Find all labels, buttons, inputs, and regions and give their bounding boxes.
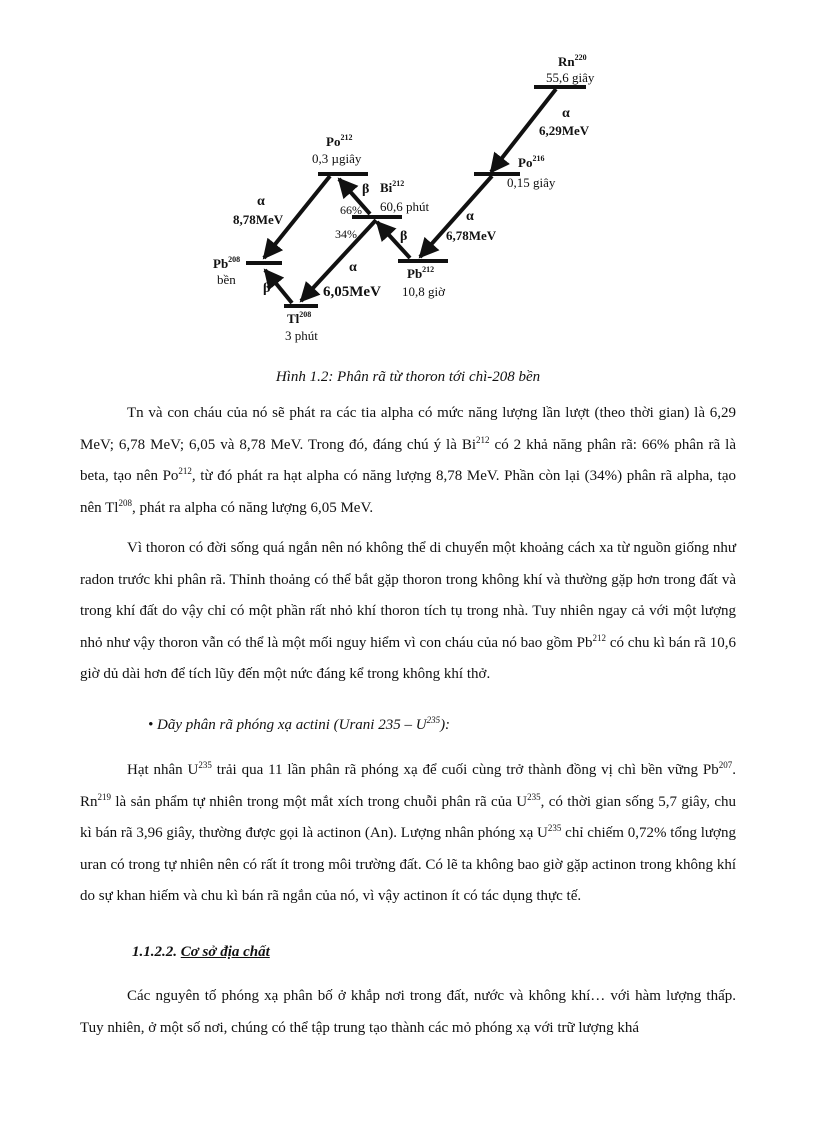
halflife-po216: 0,15 giây <box>507 175 556 190</box>
nuclide-tl208: Tl$^{208}$ <box>287 310 312 326</box>
figure-caption: Hình 1.2: Phân rã từ thoron tới chì-208 bền <box>275 369 541 385</box>
mode-po216-pb212: α <box>466 209 474 224</box>
mode-po212-pb208: α <box>257 194 265 209</box>
body-text-upper <box>80 398 736 691</box>
paragraph-uranium-235: Hạt nhân $U^{235}$ trải qua 11 lần phân rã phóng xạ để cuối cùng trở thành đồng vị chì bền vững Pb$^{207}$. Rn$^{219}$ là sản phẩm tự nhiên trong một mắt xích trong chuỗi phân rã của $U^{235}$, có thời gian sống 5,7 giây, chu kì bán rã 3,96 giây, thường được gọi là actinon (An). Lượng nhân phóng xạ $U^{235}$ chỉ chiếm 0,72% tổng lượng uran có trong tự nhiên nên có rất ít trong môi trường đất. Có lẽ ta không bao giờ gặp actinon trong không khí do sự khan hiếm và chu kì bán rã ngắn của nó, vì vậy actinon ít có tác dụng thực tế. <box>80 760 736 904</box>
section-heading: 1.1.2.2. Cơ sở địa chất <box>132 944 270 960</box>
halflife-po212: 0,3 µgiây <box>312 151 362 166</box>
nuclide-bi212: Bi$^{212}$ <box>380 179 405 195</box>
mode-bi212-tl208: α <box>349 260 357 275</box>
decay-chain-diagram <box>0 0 816 360</box>
nuclide-pb208: Pb$^{208}$ <box>213 255 241 271</box>
bullet-actinium-series: • Dãy phân rã phóng xạ actini (Urani $235 - U^{235}$): <box>148 715 451 733</box>
energy-rn220-po216: 6,29MeV <box>539 123 590 138</box>
mode-pb212-bi212: β <box>400 229 408 244</box>
branch-bi212-tl208: 34% <box>335 227 357 241</box>
mode-bi212-po212: β <box>362 182 370 197</box>
halflife-bi212: 60,6 phút <box>380 199 430 214</box>
paragraph-geology: Các nguyên tố phóng xạ phân bố ở khắp nơi trong đất, nước và không khí… với hàm lượng thấp. Tuy nhiên, ở một số nơi, chúng có thể tập trung tạo thành các mỏ phóng xạ với trữ lượng khá <box>80 988 736 1036</box>
nuclide-po216: Po$^{216}$ <box>518 154 545 170</box>
halflife-tl208: 3 phút <box>285 328 318 343</box>
energy-po216-pb212: 6,78MeV <box>446 228 497 243</box>
body-text-geology <box>80 981 736 1044</box>
energy-bi212-tl208: 6,05MeV <box>323 284 381 300</box>
halflife-pb208: bền <box>217 272 236 287</box>
paragraph-thoron-alpha: Tn và con cháu của nó sẽ phát ra các tia alpha có mức năng lượng lần lượt (theo thời gian) là 6,29 MeV; 6,78 MeV; 6,05 và 8,78 MeV. Trong đó, đáng chú ý là Bi$^{212}$ có 2 khả năng phân rã: 66% phân rã là beta, tạo nên Po$^{212}$, từ đó phát ra hạt alpha có năng lượng 8,78 MeV. Phần còn lại (34%) phân rã alpha, tạo nên Tl$^{208}$, phát ra alpha có năng lượng 6,05 MeV. <box>80 405 736 516</box>
nuclide-rn220: Rn$^{220}$ <box>558 53 587 69</box>
nuclide-po212: Po$^{212}$ <box>326 133 353 149</box>
halflife-rn220: 55,6 giây <box>546 70 595 85</box>
energy-po212-pb208: 8,78MeV <box>233 212 284 227</box>
nuclide-pb212: Pb$^{212}$ <box>407 265 435 281</box>
decay-arrow-po216-pb212 <box>420 176 492 257</box>
paragraph-thoron-lifetime: Vì thoron có đời sống quá ngắn nên nó không thể di chuyển một khoảng cách xa từ nguồn giống như radon trước khi phân rã. Thỉnh thoảng có thể bắt gặp thoron trong không khí và thường gặp hơn trong đất và trong khí đất do vậy chỉ có một phần rất nhỏ khí thoron tích tụ trong nhà. Tuy nhiên ngay cả với một lượng nhỏ như vậy thoron vẫn có thể là một mối nguy hiểm vì con cháu của nó bao gồm Pb$^{212}$ có chu kì bán rã 10,6 giờ dủ dài hơn để tích lũy đến một nức đáng kể trong không khí thở. <box>80 540 737 682</box>
halflife-pb212: 10,8 giờ <box>402 284 445 299</box>
mode-rn220-po216: α <box>562 106 570 121</box>
branch-bi212-po212: 66% <box>340 203 362 217</box>
mode-tl208-pb208: β <box>263 281 271 296</box>
body-text-lower <box>80 755 736 913</box>
